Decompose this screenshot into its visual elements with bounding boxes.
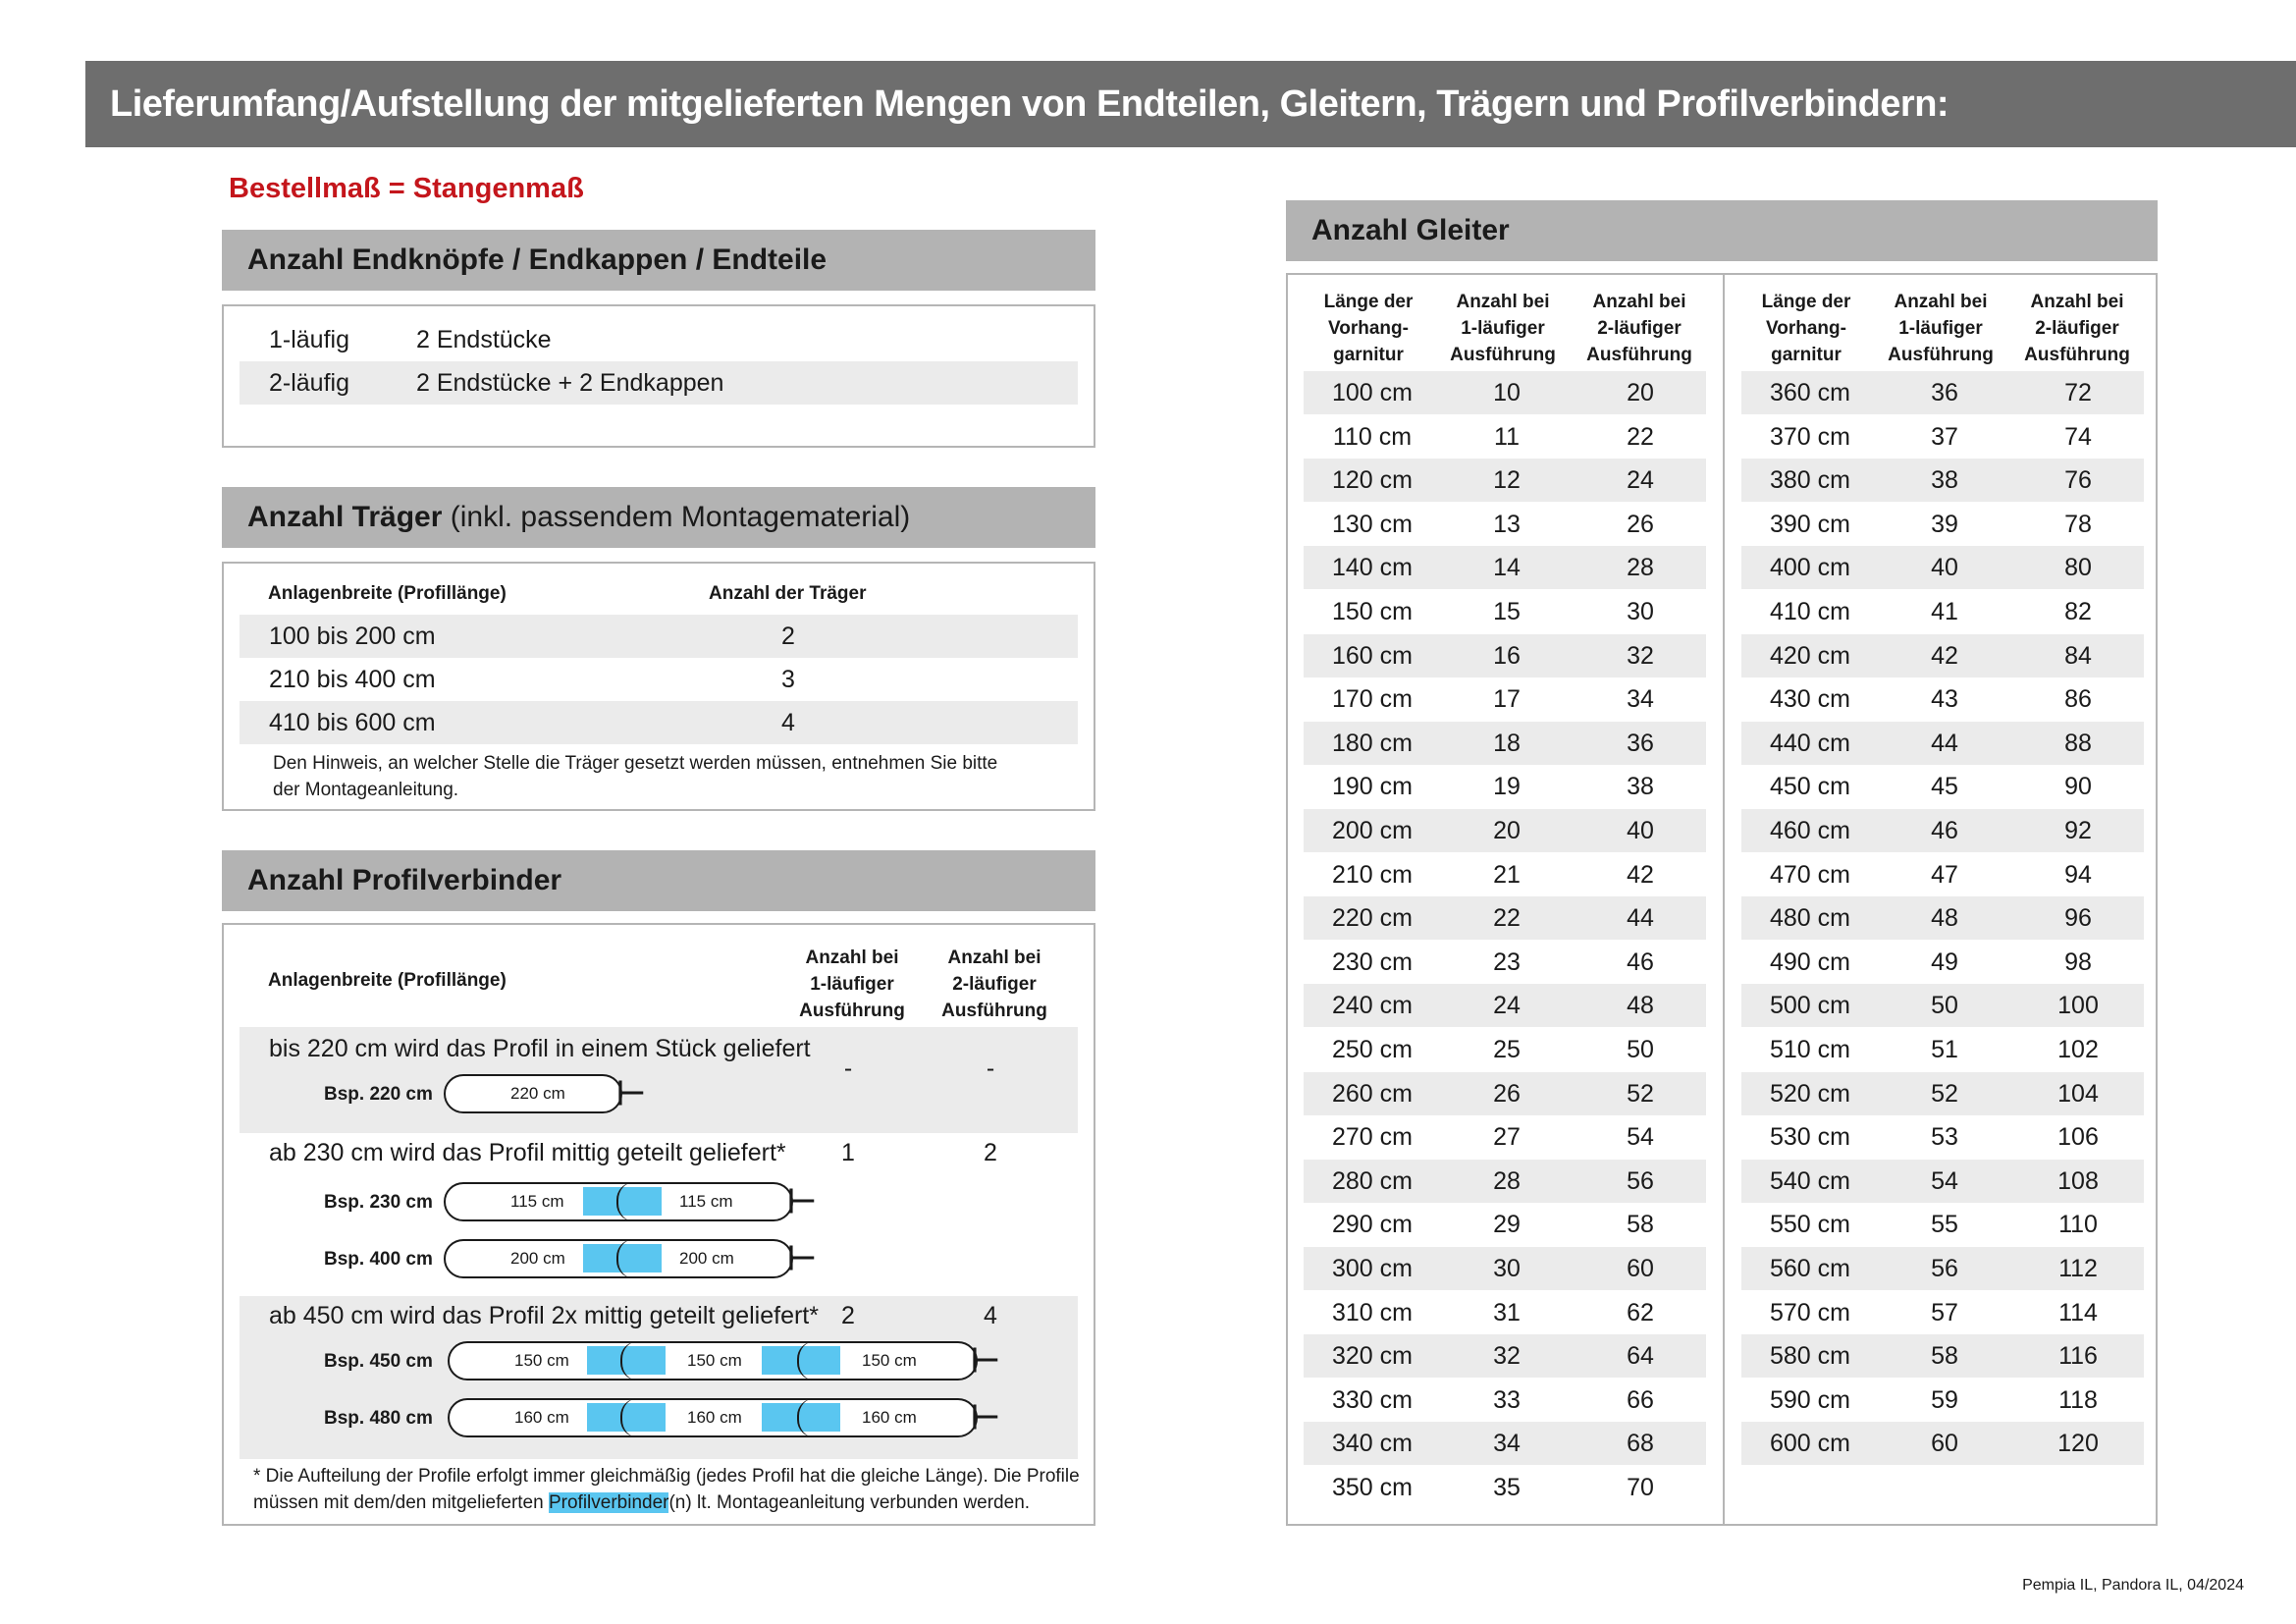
gleiter-length: 470 cm [1770,860,1850,889]
gleiter-two: 48 [1627,992,1654,1020]
gleiter-one: 37 [1931,422,1958,451]
gleiter-length: 310 cm [1332,1298,1413,1326]
gleiter-length: 350 cm [1332,1474,1413,1501]
gleiter-length: 400 cm [1770,554,1850,582]
gleiter-two: 86 [2064,685,2092,714]
gleiter-row [1741,984,2144,1027]
gleiter-one: 40 [1931,554,1958,582]
gleiter-one: 30 [1493,1255,1521,1282]
endcap-icon: ⊢ [971,1399,1000,1436]
gleiter-row [1304,634,1706,677]
gleiter-one: 11 [1494,422,1520,451]
gleiter-one: 25 [1493,1036,1521,1063]
gleiter-two: 98 [2064,947,2092,976]
gleiter-length: 180 cm [1332,729,1413,757]
gleiter-length: 480 cm [1770,904,1850,933]
pv-group-text: bis 220 cm wird das Profil in einem Stück geliefert [269,1035,811,1062]
traeger-count: 4 [781,709,795,736]
pv-group-one: 2 [841,1302,855,1329]
gleiter-one: 55 [1931,1211,1958,1239]
gleiter-one: 20 [1493,817,1521,844]
gleiter-length: 560 cm [1770,1255,1850,1282]
segment-label: 150 cm [862,1351,917,1370]
footer-text: Pempia IL, Pandora IL, 04/2024 [2022,1577,2244,1594]
endteile-type: 1-läufig [269,326,349,353]
gleiter-row [1304,765,1706,808]
gleiter-two: 118 [2058,1385,2098,1414]
pv-example-label: Bsp. 450 cm [324,1351,433,1372]
gleiter-two: 34 [1627,685,1654,714]
gleiter-one: 46 [1931,817,1958,844]
gleiter-one: 45 [1931,773,1958,801]
segment-label: 115 cm [510,1192,564,1211]
pv-example-label: Bsp. 220 cm [324,1084,433,1105]
gleiter-row [1304,853,1706,896]
gleiter-one: 10 [1493,379,1521,406]
gleiter-row [1304,941,1706,984]
gleiter-length: 120 cm [1332,466,1413,495]
gleiter-row [1741,1072,2144,1115]
gleiter-left-col3-header: Anzahl bei 2-läufiger Ausführung [1586,292,1692,365]
gleiter-two: 52 [1627,1079,1654,1108]
segment-label: 150 cm [687,1351,742,1370]
segment-label: 150 cm [514,1351,569,1370]
gleiter-row [1741,1291,2144,1334]
gleiter-two: 44 [1627,904,1654,933]
gleiter-two: 30 [1627,598,1654,625]
gleiter-two: 94 [2064,860,2092,889]
gleiter-length: 430 cm [1770,685,1850,714]
gleiter-row [1304,1072,1706,1115]
gleiter-row [1741,546,2144,589]
gleiter-one: 41 [1931,598,1958,625]
gleiter-row [1741,1334,2144,1378]
gleiter-two: 40 [1627,817,1654,844]
gleiter-length: 270 cm [1332,1123,1413,1152]
pv-group [240,1296,1078,1459]
gleiter-one: 23 [1493,947,1521,976]
endteile-row [240,361,1078,405]
gleiter-length: 140 cm [1332,554,1413,582]
gleiter-one: 60 [1931,1430,1958,1458]
gleiter-one: 14 [1493,554,1521,582]
gleiter-two: 120 [2057,1430,2099,1458]
gleiter-length: 320 cm [1332,1342,1413,1371]
gleiter-two: 88 [2064,729,2092,757]
gleiter-one: 22 [1493,904,1521,933]
pv-example-label: Bsp. 400 cm [324,1249,433,1270]
gleiter-two: 68 [1627,1430,1654,1458]
profilverbinder-box [222,923,1095,1526]
endcap-icon: ⊢ [787,1183,817,1220]
gleiter-two: 76 [2064,466,2092,495]
gleiter-two: 110 [2058,1211,2098,1239]
gleiter-two: 90 [2064,773,2092,801]
gleiter-two: 108 [2057,1166,2099,1195]
gleiter-one: 13 [1493,510,1521,538]
gleiter-right-col3-header: Anzahl bei 2-läufiger Ausführung [2024,292,2130,365]
gleiter-row [1304,1160,1706,1203]
gleiter-two: 38 [1627,773,1654,801]
pv-example-label: Bsp. 230 cm [324,1192,433,1213]
gleiter-row [1304,1334,1706,1378]
gleiter-length: 200 cm [1332,817,1413,844]
endteile-value: 2 Endstücke + 2 Endkappen [416,369,724,397]
gleiter-divider [1723,275,1725,1524]
gleiter-length: 230 cm [1332,947,1413,976]
gleiter-row [1741,1203,2144,1246]
gleiter-length: 330 cm [1332,1385,1413,1414]
gleiter-two: 42 [1627,860,1654,889]
pv-group-one: - [843,1055,853,1082]
pv-group-two: - [986,1055,995,1082]
traeger-note: Den Hinweis, an welcher Stelle die Träger gesetzt werden müssen, entnehmen Sie bitte der Montageanleitung. [273,753,998,800]
gleiter-length: 520 cm [1770,1079,1850,1108]
gleiter-one: 52 [1931,1079,1958,1108]
gleiter-row [1304,503,1706,546]
gleiter-length: 570 cm [1770,1298,1850,1326]
gleiter-row [1741,371,2144,414]
gleiter-row [1741,1028,2144,1071]
profile-bar [444,1074,622,1113]
gleiter-row [1304,722,1706,765]
gleiter-row [1741,1247,2144,1290]
gleiter-length: 220 cm [1332,904,1413,933]
gleiter-two: 102 [2057,1036,2099,1063]
gleiter-row [1741,896,2144,940]
gleiter-length: 390 cm [1770,510,1850,538]
profile-bar [444,1182,793,1221]
gleiter-left-col1-header: Länge der Vorhang- garnitur [1323,292,1414,365]
gleiter-length: 260 cm [1332,1079,1413,1108]
gleiter-right-col1-header: Länge der Vorhang- garnitur [1761,292,1851,365]
gleiter-one: 18 [1493,729,1521,757]
gleiter-one: 33 [1493,1385,1521,1414]
gleiter-row [1304,809,1706,852]
traeger-row [240,658,1078,701]
segment-label: 220 cm [510,1084,565,1103]
gleiter-row [1304,546,1706,589]
profile-bar [448,1341,978,1380]
gleiter-row [1304,1115,1706,1159]
gleiter-row [1304,1422,1706,1465]
gleiter-two: 100 [2057,992,2099,1020]
traeger-range: 100 bis 200 cm [269,623,436,650]
gleiter-row [1304,677,1706,721]
endcap-icon: ⊢ [787,1240,817,1277]
footnote-highlight: Profilverbinder [548,1492,669,1513]
gleiter-row [1741,722,2144,765]
gleiter-one: 49 [1931,947,1958,976]
gleiter-two: 82 [2064,598,2092,625]
gleiter-length: 160 cm [1332,641,1413,670]
pv-example-label: Bsp. 480 cm [324,1408,433,1429]
gleiter-two: 114 [2058,1298,2098,1326]
gleiter-one: 36 [1931,379,1958,406]
gleiter-length: 290 cm [1332,1211,1413,1239]
endteile-row [240,318,1078,361]
gleiter-length: 130 cm [1332,510,1413,538]
gleiter-row [1741,459,2144,502]
traeger-row [240,615,1078,658]
gleiter-one: 17 [1493,685,1521,714]
gleiter-two: 56 [1627,1166,1654,1195]
gleiter-two: 62 [1627,1298,1654,1326]
gleiter-length: 450 cm [1770,773,1850,801]
gleiter-length: 460 cm [1770,817,1850,844]
gleiter-one: 15 [1493,598,1521,625]
gleiter-row [1741,1115,2144,1159]
gleiter-one: 38 [1931,466,1958,495]
endteile-type: 2-läufig [269,369,349,397]
endteile-value: 2 Endstücke [416,326,552,353]
gleiter-one: 43 [1931,685,1958,714]
gleiter-length: 150 cm [1332,598,1413,625]
gleiter-row [1304,1291,1706,1334]
endteile-heading: Anzahl Endknöpfe / Endkappen / Endteile [222,230,1095,291]
endteile-box [222,304,1095,448]
gleiter-row [1304,1466,1706,1509]
gleiter-length: 300 cm [1332,1255,1413,1282]
gleiter-row [1741,1422,2144,1465]
gleiter-length: 600 cm [1770,1430,1850,1458]
pv-footnote: * Die Aufteilung der Profile erfolgt immer gleichmäßig (jedes Profil hat die gleiche Länge). Die Profile müssen mit dem/den mitgelieferten Profilverbinder(n) lt. Montageanleitung verbunden werden. [253,1466,1080,1513]
gleiter-two: 72 [2064,379,2092,406]
traeger-range: 210 bis 400 cm [269,666,436,693]
gleiter-length: 500 cm [1770,992,1850,1020]
gleiter-two: 50 [1627,1036,1654,1063]
endcap-icon: ⊢ [616,1075,646,1112]
gleiter-row [1304,590,1706,633]
gleiter-one: 51 [1931,1036,1958,1063]
gleiter-one: 32 [1493,1342,1521,1371]
traeger-col1-header: Anlagenbreite (Profillänge) [268,583,507,604]
gleiter-length: 380 cm [1770,466,1850,495]
gleiter-length: 190 cm [1332,773,1413,801]
gleiter-two: 20 [1627,379,1654,406]
gleiter-two: 54 [1627,1123,1654,1152]
gleiter-row [1304,1379,1706,1422]
traeger-box [222,562,1095,811]
gleiter-row [1741,941,2144,984]
gleiter-two: 46 [1627,947,1654,976]
subtitle: Bestellmaß = Stangenmaß [229,173,584,204]
gleiter-length: 240 cm [1332,992,1413,1020]
gleiter-row [1741,503,2144,546]
gleiter-length: 360 cm [1770,379,1850,406]
gleiter-two: 58 [1627,1211,1654,1239]
gleiter-length: 440 cm [1770,729,1850,757]
gleiter-length: 590 cm [1770,1385,1850,1414]
gleiter-one: 24 [1493,992,1521,1020]
gleiter-one: 16 [1493,641,1521,670]
gleiter-one: 34 [1493,1430,1521,1458]
gleiter-one: 27 [1493,1123,1521,1152]
pv-col1-header: Anlagenbreite (Profillänge) [268,970,507,991]
traeger-heading: Anzahl Träger (inkl. passendem Montagematerial) [222,487,1095,548]
gleiter-one: 53 [1931,1123,1958,1152]
gleiter-length: 580 cm [1770,1342,1850,1371]
gleiter-box [1286,273,2158,1526]
gleiter-row [1304,1203,1706,1246]
segment-label: 160 cm [687,1408,742,1427]
gleiter-two: 92 [2064,817,2092,844]
gleiter-two: 26 [1627,510,1654,538]
gleiter-row [1304,415,1706,459]
pv-col2-header: Anzahl bei 1-läufiger Ausführung [799,947,905,1021]
gleiter-row [1741,853,2144,896]
gleiter-one: 12 [1493,466,1521,495]
gleiter-two: 74 [2064,422,2092,451]
gleiter-one: 39 [1931,510,1958,538]
gleiter-right-col2-header: Anzahl bei 1-läufiger Ausführung [1888,292,1994,365]
gleiter-two: 64 [1627,1342,1654,1371]
gleiter-length: 370 cm [1770,422,1850,451]
gleiter-one: 54 [1931,1166,1958,1195]
gleiter-two: 66 [1627,1385,1654,1414]
segment-label: 160 cm [514,1408,569,1427]
pv-col3-header: Anzahl bei 2-läufiger Ausführung [941,947,1047,1021]
gleiter-two: 22 [1627,422,1654,451]
pv-group [240,1027,1078,1133]
pv-group-two: 2 [984,1139,997,1166]
gleiter-two: 32 [1627,641,1654,670]
gleiter-row [1304,1247,1706,1290]
gleiter-one: 44 [1931,729,1958,757]
gleiter-row [1741,1379,2144,1422]
gleiter-length: 280 cm [1332,1166,1413,1195]
gleiter-one: 26 [1493,1079,1521,1108]
gleiter-one: 29 [1493,1211,1521,1239]
gleiter-row [1304,984,1706,1027]
gleiter-length: 530 cm [1770,1123,1850,1152]
gleiter-length: 110 cm [1332,422,1413,451]
gleiter-one: 47 [1931,860,1958,889]
traeger-count: 3 [781,666,795,693]
gleiter-two: 116 [2058,1342,2098,1371]
gleiter-one: 42 [1931,641,1958,670]
pv-group [240,1133,1078,1290]
traeger-col2-header: Anzahl der Träger [709,583,867,604]
gleiter-two: 24 [1627,466,1654,495]
traeger-count: 2 [781,623,795,650]
gleiter-two: 28 [1627,554,1654,582]
segment-label: 200 cm [510,1249,565,1268]
gleiter-two: 84 [2064,641,2092,670]
gleiter-length: 170 cm [1332,685,1413,714]
gleiter-left-col2-header: Anzahl bei 1-läufiger Ausführung [1450,292,1556,365]
gleiter-row [1304,896,1706,940]
gleiter-length: 210 cm [1332,860,1413,889]
gleiter-row [1741,634,2144,677]
gleiter-one: 48 [1931,904,1958,933]
gleiter-length: 510 cm [1770,1036,1850,1063]
gleiter-length: 250 cm [1332,1036,1413,1063]
profile-bar [448,1398,978,1437]
page-title: Lieferumfang/Aufstellung der mitgelieferten Mengen von Endteilen, Gleitern, Trägern und Profilverbindern: [85,61,2296,147]
gleiter-two: 36 [1627,729,1654,757]
profilverbinder-heading: Anzahl Profilverbinder [222,850,1095,911]
pv-group-text: ab 230 cm wird das Profil mittig geteilt geliefert* [269,1139,786,1166]
gleiter-one: 35 [1493,1474,1521,1501]
endcap-icon: ⊢ [971,1342,1000,1380]
gleiter-two: 104 [2057,1079,2099,1108]
segment-label: 115 cm [679,1192,733,1211]
gleiter-length: 540 cm [1770,1166,1850,1195]
gleiter-row [1304,371,1706,414]
traeger-row [240,701,1078,744]
pv-group-text: ab 450 cm wird das Profil 2x mittig geteilt geliefert* [269,1302,819,1329]
gleiter-row [1741,590,2144,633]
gleiter-length: 100 cm [1332,379,1413,406]
gleiter-two: 70 [1627,1474,1654,1501]
gleiter-row [1741,765,2144,808]
gleiter-one: 56 [1931,1255,1958,1282]
gleiter-heading: Anzahl Gleiter [1286,200,2158,261]
pv-group-one: 1 [841,1139,855,1166]
gleiter-two: 96 [2064,904,2092,933]
segment-label: 200 cm [679,1249,734,1268]
gleiter-one: 50 [1931,992,1958,1020]
gleiter-row [1304,459,1706,502]
profile-bar [444,1239,793,1278]
gleiter-two: 112 [2058,1255,2098,1282]
gleiter-one: 58 [1931,1342,1958,1371]
pv-group-two: 4 [984,1302,997,1329]
gleiter-length: 550 cm [1770,1211,1850,1239]
gleiter-row [1741,1160,2144,1203]
segment-label: 160 cm [862,1408,917,1427]
gleiter-row [1741,809,2144,852]
gleiter-one: 28 [1493,1166,1521,1195]
gleiter-row [1741,677,2144,721]
gleiter-two: 106 [2057,1123,2099,1152]
gleiter-one: 19 [1493,773,1521,801]
gleiter-two: 60 [1627,1255,1654,1282]
gleiter-length: 410 cm [1770,598,1850,625]
gleiter-length: 340 cm [1332,1430,1413,1458]
traeger-range: 410 bis 600 cm [269,709,436,736]
gleiter-two: 80 [2064,554,2092,582]
gleiter-length: 490 cm [1770,947,1850,976]
gleiter-row [1741,415,2144,459]
gleiter-length: 420 cm [1770,641,1850,670]
gleiter-one: 59 [1931,1385,1958,1414]
gleiter-row [1304,1028,1706,1071]
gleiter-one: 57 [1931,1298,1958,1326]
gleiter-two: 78 [2064,510,2092,538]
gleiter-one: 21 [1493,860,1521,889]
gleiter-one: 31 [1493,1298,1521,1326]
